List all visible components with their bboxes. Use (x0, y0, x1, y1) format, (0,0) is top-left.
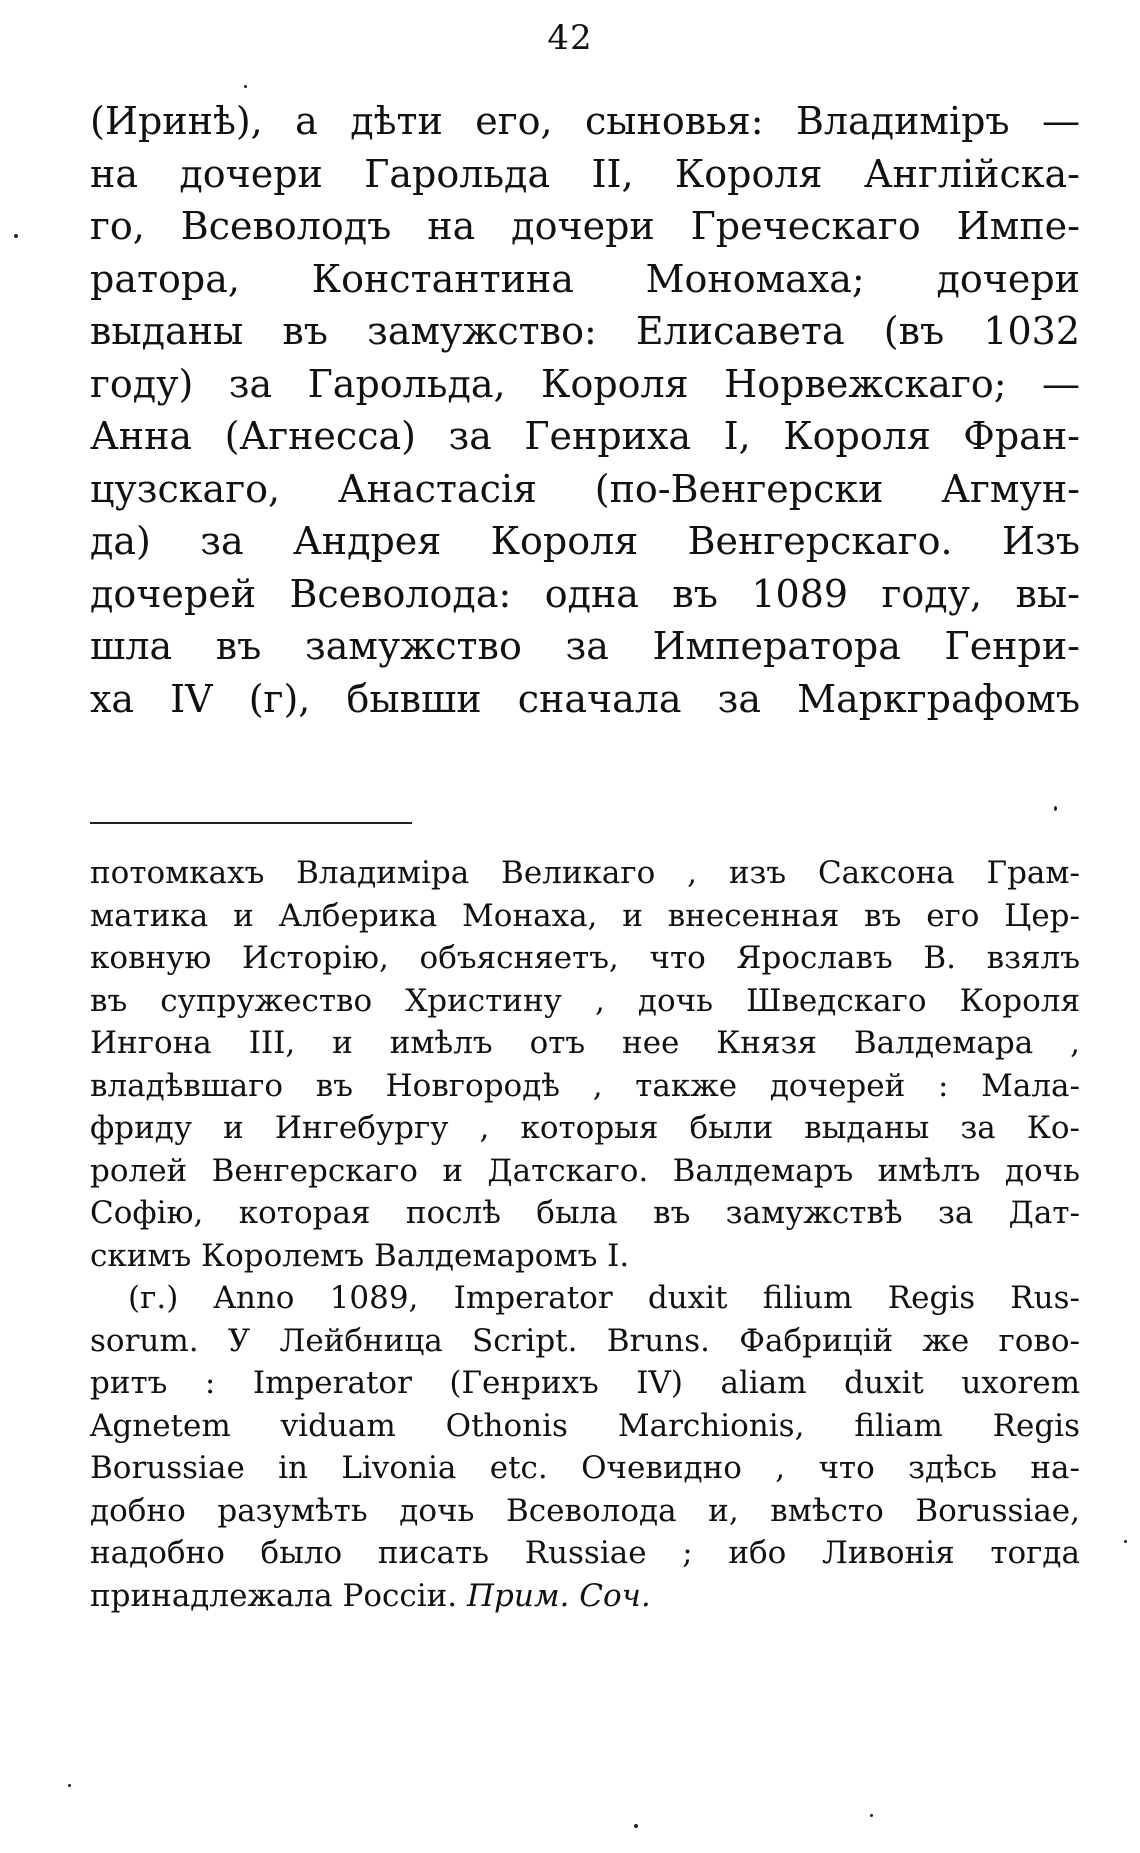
main-text-line: ха IV (г), бывши сначала за Маркграфомъ (90, 676, 1080, 721)
main-text (90, 95, 1080, 725)
main-text-line: году) за Гарольда, Короля Норвежскаго; — (90, 361, 1080, 406)
scan-speck (68, 1784, 71, 1787)
scan-speck (870, 1814, 873, 1817)
main-text-line: го, Всеволодъ на дочери Греческаго Импе- (90, 204, 1080, 248)
footnote-g-line: sorum. У Лейбница Script. Bruns. Фабрицій же гово- (90, 1322, 1080, 1359)
main-text-line: Анна (Агнесса) за Генриха I, Короля Фран- (90, 414, 1080, 458)
main-text-line: цузскаго, Анастасія (по-Венгерски Агмун- (90, 466, 1080, 511)
footnote-g-line: добно разумѣть дочь Всеволода и, вмѣсто Borussiae, (90, 1492, 1080, 1529)
scan-speck (244, 85, 247, 88)
footnote-g-line: Agnetem viduam Othonis Marchionis, filiam Regis (90, 1407, 1080, 1444)
scan-speck (1124, 1540, 1127, 1543)
footnote-line: скимъ Королемъ Валдемаромъ I. (90, 1237, 630, 1274)
footnote-g-last-text: принадлежала Россіи. (90, 1577, 458, 1614)
main-text-line: да) за Андрея Короля Венгерскаго. Изъ (90, 519, 1080, 563)
footnote-g-line: ритъ : Imperator (Генрихъ IV) aliam duxit uxorem (90, 1365, 1080, 1401)
footnote-g-line: Borussiae in Livonia etc. Очевидно , что здѣсь на- (90, 1450, 1080, 1486)
footnote-line: Софію, которая послѣ была въ замужствѣ за Дат- (90, 1195, 1080, 1231)
main-text-line: выданы въ замужство: Елисавета (въ 1032 (90, 309, 1080, 353)
footnote-line: матика и Алберика Монаха, и внесенная въ его Цер- (90, 897, 1080, 934)
footnote-g-last-line (90, 1575, 1080, 1618)
footnotes (90, 852, 1080, 1617)
footnote-line: Ингона III, и имѣлъ отъ нее Князя Валдемара , (90, 1025, 1080, 1061)
footnote-g-line: (г.) Anno 1089, Imperator duxit filium Regis Rus- (128, 1280, 1080, 1316)
main-text-line: дочерей Всеволода: одна въ 1089 году, вы- (90, 571, 1080, 616)
main-text-line: на дочери Гарольда II, Короля Англійска- (90, 151, 1080, 196)
footnote-line: потомкахъ Владиміра Великаго , изъ Саксона Грам- (90, 855, 1080, 891)
footnote-line: ролей Венгерскаго и Датскаго. Валдемаръ имѣлъ дочь (90, 1152, 1080, 1189)
footnote-line: ковную Исторію, объясняетъ, что Ярославъ В. взялъ (90, 940, 1080, 976)
footnote-line: фриду и Ингебургу , которыя были выданы за Ко- (90, 1110, 1080, 1146)
scan-speck (1054, 806, 1057, 811)
footnote-line: въ супружество Христину , дочь Шведскаго Короля (90, 982, 1080, 1019)
page-number: 42 (547, 18, 593, 58)
footnote-g-line: надобно было писать Russiae ; ибо Ливонія тогда (90, 1535, 1080, 1571)
scan-speck (14, 234, 18, 238)
footnote-line: владѣвшаго въ Новгородѣ , также дочерей : Мала- (90, 1067, 1080, 1104)
main-text-line: (Иринѣ), а дѣти его, сыновья: Владиміръ — (90, 99, 1080, 143)
main-text-line: шла въ замужство за Императора Генри- (90, 624, 1080, 668)
main-text-line: ратора, Константина Мономаха; дочери (90, 256, 1080, 301)
scan-speck (634, 1824, 638, 1828)
author-note-signature: Прим. Соч. (467, 1577, 651, 1614)
footnote-separator-rule (90, 822, 412, 824)
